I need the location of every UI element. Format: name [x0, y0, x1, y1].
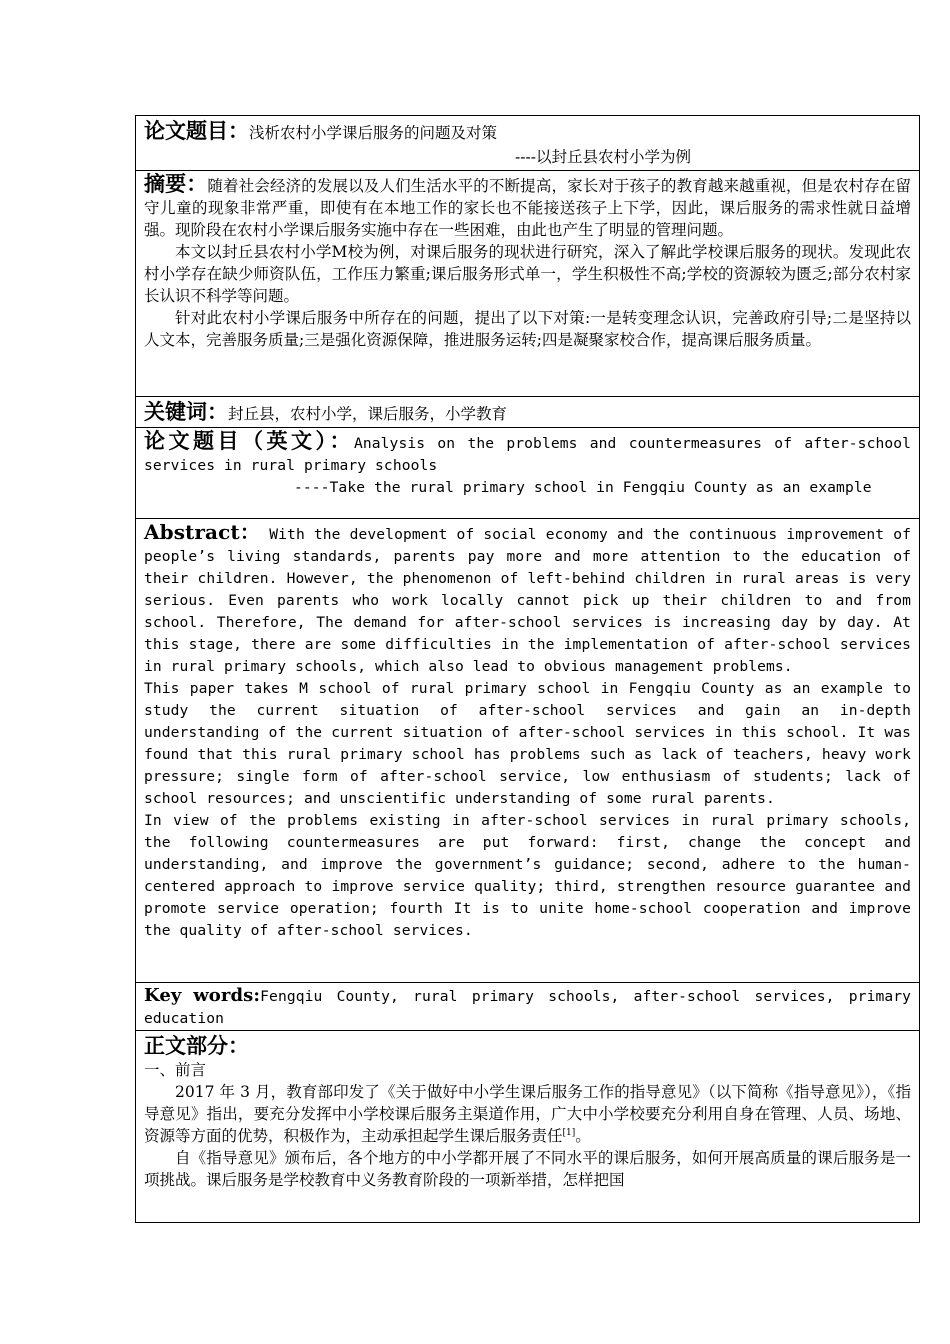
title-en-label: 论文题目（英文）： [144, 429, 355, 453]
abstract-cn-cell [136, 171, 919, 397]
section-heading-intro: 一、前言 [144, 1061, 207, 1079]
body-cell [136, 1031, 919, 1223]
abstract-en-p2: This paper takes M school of rural primary school in Fengqiu County as an example to study the current situation of after-school services and gain an in-depth understanding of the current situation of after-school services in this school. It was found that this rural primary school has problems such as lack of teachers, heavy work pressure; single form of after-school service, low enthusiasm of students; lack of school resources; and unscientific understanding of some rural parents. [144, 680, 911, 807]
abstract-en-p1: With the development of social economy and the continuous improvement of people’s living standards, parents pay more and more attention to the education of their children. However, the phenomenon of left-behind children in rural areas is very serious. Even parents who work locally cannot pick up their children to and from school. Therefore, The demand for after-school services is increasing day by day. At this stage, there are some difficulties in the implementation of after-school services in rural primary schools, which also lead to obvious management problems. [144, 526, 911, 675]
abstract-cn-p1-text: 随着社会经济的发展以及人们生活水平的不断提高，家长对于孩子的教育越来越重视，但是农村存在留守儿童的现象非常严重，即使有在本地工作的家长也不能接送孩子上下学，因此，课后服务的需求性就日益增强。现阶段在农村小学课后服务实施中存在一些困难，由此也产生了明显的管理问题。 [144, 177, 911, 239]
abstract-en-cell [136, 519, 919, 983]
body-p1-end: 。 [575, 1127, 591, 1145]
title-cn-cell [136, 116, 919, 171]
title-cn-text: 浅析农村小学课后服务的问题及对策 [249, 124, 498, 142]
body-p1-text: 2017 年 3 月，教育部印发了《关于做好中小学生课后服务工作的指导意见》（以下简称《指导意见》），《指导意见》指出，要充分发挥中小学校课后服务主渠道作用，广大中小学校要充分利用自身在管理、人员、场地、资源等方面的优势，积极作为，主动承担起学生课后服务责任 [144, 1083, 911, 1145]
keywords-cn-cell [136, 397, 919, 428]
abstract-en-label: Abstract： [144, 520, 261, 544]
abstract-en-p3: In view of the problems existing in after-school services in rural primary schools, the following countermeasures are put forward: first, change the concept and understanding, and improve the government’s guidance; second, adhere to the human-centered approach to improve service quality; third, strengthen resource guarantee and promote service operation; fourth It is to unite home-school cooperation and improve the quality of after-school services. [144, 812, 911, 939]
title-en-text: Analysis on the problems and countermeasures of after-school services in rural primary schools [144, 435, 911, 474]
keywords-en-cell [136, 983, 919, 1031]
title-en-cell [136, 428, 919, 519]
abstract-cn-p2: 本文以封丘县农村小学M校为例，对课后服务的现状进行研究，深入了解此学校课后服务的现状。发现此农村小学存在缺少师资队伍，工作压力繁重;课后服务形式单一，学生积极性不高;学校的资源较为匮乏;部分农村家长认识不科学等问题。 [144, 243, 911, 305]
keywords-en-text: Fengqiu County, rural primary schools, after-school services, primary education [144, 988, 911, 1027]
title-cn-label: 论文题目： [144, 119, 249, 143]
body-label: 正文部分： [144, 1034, 249, 1058]
abstract-cn-label: 摘要： [144, 172, 208, 196]
abstract-cn-p3: 针对此农村小学课后服务中所存在的问题，提出了以下对策:一是转变理念认识，完善政府引导;二是坚持以人文本，完善服务质量;三是强化资源保障，推进服务运转;四是凝聚家校合作，提高课后服务质量。 [144, 309, 911, 349]
keywords-cn-label: 关键词： [144, 400, 228, 424]
keywords-cn-text: 封丘县，农村小学，课后服务，小学教育 [228, 405, 508, 423]
abstract-cn-p1 [144, 173, 911, 241]
body-p2: 自《指导意见》颁布后，各个地方的中小学都开展了不同水平的课后服务，如何开展高质量的课后服务是一项挑战。课后服务是学校教育中义务教育阶段的一项新举措，怎样把国 [144, 1149, 911, 1189]
title-cn-subtitle: ----以封丘县农村小学为例 [515, 148, 691, 166]
body-p1 [144, 1081, 911, 1147]
keywords-en-label: Key words: [144, 985, 261, 1006]
title-en-subtitle: ----Take the rural primary school in Fengqiu County as an example [294, 479, 872, 496]
citation-1: [1] [562, 1127, 576, 1138]
thesis-form-table [135, 115, 920, 1223]
